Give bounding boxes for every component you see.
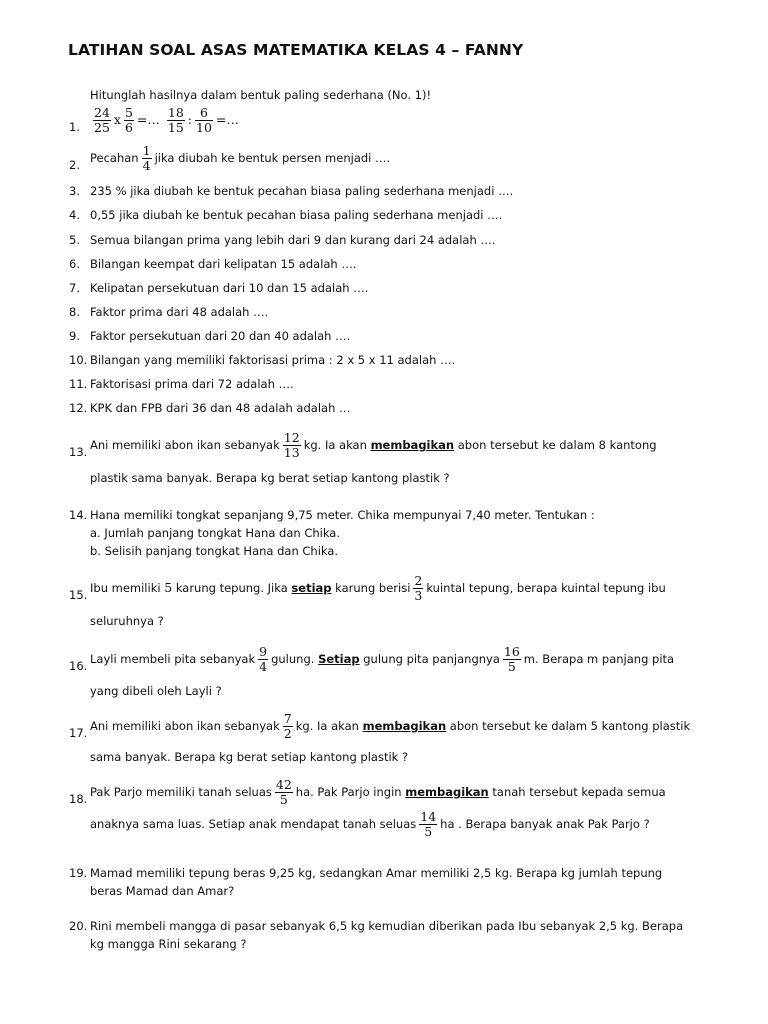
- question-18-line-2: anaknya sama luas. Setiap anak mendapat tanah seluas $\frac{14}{5}$ ha . Berapa banyak anak Pak Parjo ?: [90, 809, 650, 839]
- question-number: 15.: [69, 588, 88, 602]
- fraction: $\frac{14}{5}$: [420, 809, 437, 839]
- operator: x: [113, 112, 121, 127]
- emphasized-word: membagikan: [405, 785, 489, 799]
- fraction: $\frac{24}{25}$: [94, 105, 110, 135]
- question-15-line-2: seluruhnya ?: [90, 614, 164, 628]
- question-14-part-b: b. Selisih panjang tongkat Hana dan Chika.: [90, 544, 339, 558]
- fraction: $\frac{7}{2}$: [283, 711, 292, 741]
- question-15: Ibu memiliki 5 karung tepung. Jika setiap karung berisi $\frac{2}{3}$ kuintal tepung, berapa kuintal tepung ibu: [90, 573, 666, 603]
- question-number: 3.: [69, 184, 80, 198]
- question-number: 9.: [69, 329, 80, 343]
- question-3: 235 % jika diubah ke bentuk pecahan biasa paling sederhana menjadi ….: [90, 184, 514, 198]
- emphasized-word: Setiap: [318, 652, 360, 666]
- question-5: Semua bilangan prima yang lebih dari 9 dan kurang dari 24 adalah ….: [90, 233, 496, 247]
- question-16: Layli membeli pita sebanyak $\frac{9}{4}$ gulung. Setiap gulung pita panjangnya $\frac{16}{5}$ m. Berapa m panjang pita: [90, 644, 675, 674]
- question-number: 6.: [69, 257, 80, 271]
- question-number: 19.: [69, 866, 88, 880]
- question-17-line-2: sama banyak. Berapa kg berat setiap kantong plastik ?: [90, 750, 409, 764]
- question-number: 16.: [69, 659, 88, 673]
- fraction: $\frac{1}{4}$: [142, 143, 151, 173]
- question-8: Faktor prima dari 48 adalah ….: [90, 305, 269, 319]
- emphasized-word: membagikan: [370, 438, 455, 452]
- question-number: 4.: [69, 208, 80, 222]
- question-16-line-2: yang dibeli oleh Layli ?: [90, 684, 222, 698]
- fraction: $\frac{2}{3}$: [414, 573, 423, 603]
- question-20: Rini membeli mangga di pasar sebanyak 6,5 kg kemudian diberikan pada Ibu sebanyak 2,5 kg. Berapa: [90, 919, 684, 933]
- question-7: Kelipatan persekutuan dari 10 dan 15 adalah ….: [90, 281, 369, 295]
- operator: :: [187, 112, 192, 127]
- question-number: 2.: [69, 158, 80, 172]
- question-12: KPK dan FPB dari 36 dan 48 adalah adalah …: [90, 401, 351, 415]
- equals-blank: =…: [215, 112, 239, 127]
- question-19-line-2: beras Mamad dan Amar?: [90, 884, 235, 898]
- question-1: [90, 106, 239, 135]
- fraction: $\frac{6}{10}$: [196, 105, 212, 135]
- question-number: 5.: [69, 233, 80, 247]
- question-number: 10.: [69, 353, 88, 367]
- question-14-part-a: a. Jumlah panjang tongkat Hana dan Chika.: [90, 526, 341, 540]
- question-19: Mamad memiliki tepung beras 9,25 kg, sedangkan Amar memiliki 2,5 kg. Berapa kg jumlah tepung: [90, 866, 663, 880]
- question-number: 7.: [69, 281, 80, 295]
- question-20-line-2: kg mangga Rini sekarang ?: [90, 937, 247, 951]
- fraction: $\frac{16}{5}$: [503, 644, 520, 674]
- question-18: Pak Parjo memiliki tanah seluas $\frac{42}{5}$ ha. Pak Parjo ingin membagikan tanah tersebut kepada semua: [90, 777, 666, 807]
- question-number: 17.: [69, 726, 88, 740]
- question-14: Hana memiliki tongkat sepanjang 9,75 meter. Chika mempunyai 7,40 meter. Tentukan :: [90, 508, 595, 522]
- question-number: 13.: [69, 445, 88, 459]
- question-2: Pecahan $\frac{1}{4}$ jika diubah ke bentuk persen menjadi ….: [90, 143, 391, 173]
- fraction: $\frac{42}{5}$: [275, 777, 292, 807]
- question-6: Bilangan keempat dari kelipatan 15 adalah ….: [90, 257, 357, 271]
- instruction: Hitunglah hasilnya dalam bentuk paling sederhana (No. 1)!: [90, 88, 432, 102]
- question-number: 11.: [69, 377, 88, 391]
- question-number: 20.: [69, 919, 88, 933]
- question-13-line-2: plastik sama banyak. Berapa kg berat setiap kantong plastik ?: [90, 471, 450, 485]
- question-number: 12.: [69, 401, 88, 415]
- question-17: Ani memiliki abon ikan sebanyak $\frac{7}{2}$ kg. Ia akan membagikan abon tersebut ke dalam 5 kantong plastik: [90, 711, 691, 741]
- question-number: 8.: [69, 305, 80, 319]
- question-number: 1.: [69, 120, 80, 134]
- question-number: 14.: [69, 508, 88, 522]
- question-13: Ani memiliki abon ikan sebanyak $\frac{12}{13}$ kg. Ia akan membagikan abon tersebut ke dalam 8 kantong: [90, 430, 657, 460]
- fraction: $\frac{5}{6}$: [124, 105, 133, 135]
- fraction: $\frac{12}{13}$: [283, 430, 300, 460]
- fraction: $\frac{9}{4}$: [259, 644, 268, 674]
- page-title: LATIHAN SOAL ASAS MATEMATIKA KELAS 4 – FANNY: [68, 41, 524, 59]
- emphasized-word: setiap: [291, 581, 332, 595]
- equals-blank: =…: [136, 112, 164, 127]
- emphasized-word: membagikan: [362, 719, 447, 733]
- question-11: Faktorisasi prima dari 72 adalah ….: [90, 377, 294, 391]
- question-number: 18.: [69, 792, 88, 806]
- question-10: Bilangan yang memiliki faktorisasi prima : 2 x 5 x 11 adalah ….: [90, 353, 456, 367]
- question-9: Faktor persekutuan dari 20 dan 40 adalah ….: [90, 329, 351, 343]
- question-4: 0,55 jika diubah ke bentuk pecahan biasa paling sederhana menjadi ….: [90, 208, 503, 222]
- fraction: $\frac{18}{15}$: [167, 105, 184, 135]
